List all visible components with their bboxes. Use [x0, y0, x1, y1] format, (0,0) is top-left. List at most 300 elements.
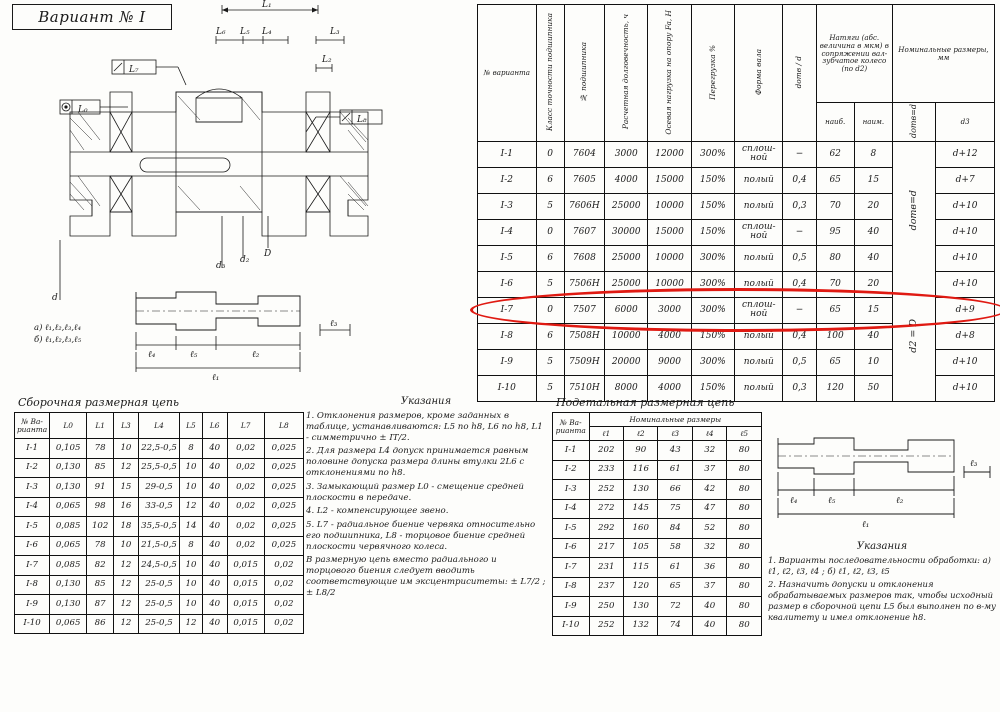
cell-L6: 40: [202, 595, 227, 615]
cell-l1: 250: [589, 597, 623, 617]
cell-natmax: 70: [816, 271, 854, 297]
cell-variant: I-3: [15, 478, 50, 498]
cell-overload: 150%: [691, 167, 734, 193]
table-row: [15, 536, 304, 556]
table-row: [15, 556, 304, 576]
cell-d3: d+10: [936, 219, 995, 245]
cell-L5: 10: [180, 458, 203, 478]
cell-overload: 300%: [691, 349, 734, 375]
cell-l5: 80: [727, 480, 762, 500]
th-det-l4: ℓ4: [692, 427, 726, 441]
cell-l4: 32: [692, 538, 726, 558]
cell-dotv: −: [783, 141, 816, 167]
cell-class: 6: [536, 245, 564, 271]
assembly-drawing: [0, 0, 470, 392]
cell-l2: 145: [624, 499, 658, 519]
cell-natmin: 10: [854, 349, 892, 375]
cell-l5: 80: [727, 538, 762, 558]
cell-L1: 102: [87, 517, 114, 537]
th-asm-L8: L8: [264, 413, 303, 439]
cell-variant: I-9: [478, 349, 537, 375]
cell-L4: 25-0,5: [138, 575, 179, 595]
cell-L7: 0,015: [227, 556, 264, 576]
cell-l2: 160: [624, 519, 658, 539]
dim-label-d: d: [52, 293, 58, 303]
cell-L4: 21,5-0,5: [138, 536, 179, 556]
cell-class: 5: [536, 349, 564, 375]
table-row: [553, 441, 762, 461]
cell-l5: 80: [727, 499, 762, 519]
cell-L8: 0,025: [264, 478, 303, 498]
cell-variant: I-7: [553, 558, 590, 578]
assembly-table-body: [15, 439, 304, 634]
th-asm-L7: L7: [227, 413, 264, 439]
detail-table-body: [553, 441, 762, 636]
cell-natmax: 65: [816, 297, 854, 323]
cell-l1: 252: [589, 480, 623, 500]
cell-natmax: 100: [816, 323, 854, 349]
cell-L5: 8: [180, 536, 203, 556]
th-asm-L4: L4: [138, 413, 179, 439]
cell-L1: 78: [87, 439, 114, 459]
cell-L4: 33-0,5: [138, 497, 179, 517]
cell-axial: 10000: [648, 193, 691, 219]
cell-L7: 0,02: [227, 439, 264, 459]
cell-overload: 150%: [691, 193, 734, 219]
cell-bearing: 7508Н: [564, 323, 604, 349]
cell-bearing: 7510Н: [564, 375, 604, 401]
cell-L1: 85: [87, 458, 114, 478]
cell-L8: 0,025: [264, 439, 303, 459]
note-item: 5. L7 - радиальное биение червяка относительно его подшипника, L8 - торцовое биение средней плоскости червячного колеса.: [306, 519, 536, 552]
drawing-note-b: б) ℓ₁,ℓ₂,ℓ₃,ℓ₅: [34, 335, 82, 345]
cell-l2: 105: [624, 538, 658, 558]
table-row: [553, 519, 762, 539]
cell-L1: 91: [87, 478, 114, 498]
cell-overload: 300%: [691, 245, 734, 271]
cell-l3: 75: [658, 499, 692, 519]
cell-variant: I-2: [478, 167, 537, 193]
cell-L6: 40: [202, 439, 227, 459]
cell-L4: 25-0,5: [138, 614, 179, 634]
note-item: 3. Замыкающий размер L0 - смещение средней плоскости в передаче.: [306, 481, 524, 503]
cell-l5: 80: [727, 616, 762, 636]
cell-l4: 40: [692, 616, 726, 636]
cell-L0: 0,065: [50, 614, 87, 634]
cell-L6: 40: [202, 556, 227, 576]
cell-l1: 252: [589, 616, 623, 636]
cell-L4: 35,5-0,5: [138, 517, 179, 537]
shaft-sketch-svg: [768, 410, 996, 530]
assembly-chain-title: Сборочная размерная цепь: [18, 396, 179, 409]
dim-label-l4: ℓ₄: [148, 350, 156, 360]
cell-L3: 16: [114, 497, 139, 517]
cell-L7: 0,02: [227, 458, 264, 478]
cell-l2: 130: [624, 597, 658, 617]
cell-l2: 120: [624, 577, 658, 597]
cell-overload: 300%: [691, 271, 734, 297]
cell-d3: d+7: [936, 167, 995, 193]
cell-dotv: 0,3: [783, 375, 816, 401]
cell-d3: d+10: [936, 375, 995, 401]
cell-L7: 0,02: [227, 478, 264, 498]
cell-axial: 12000: [648, 141, 691, 167]
assembly-chain-table: [14, 412, 304, 634]
cell-dotv: 0,5: [783, 349, 816, 375]
cell-life: 3000: [605, 141, 648, 167]
dim-label-d2: d₂: [240, 255, 250, 265]
dim-label-l5: ℓ₅: [190, 350, 198, 360]
cell-overload: 300%: [691, 141, 734, 167]
cell-l5: 80: [727, 460, 762, 480]
cell-L8: 0,02: [264, 556, 303, 576]
cell-L0: 0,065: [50, 497, 87, 517]
cell-l4: 32: [692, 441, 726, 461]
cell-variant: I-3: [478, 193, 537, 219]
cell-dotv: −: [783, 219, 816, 245]
cell-form: сплош-ной: [735, 219, 783, 245]
cell-l3: 61: [658, 558, 692, 578]
cell-L5: 8: [180, 439, 203, 459]
dim-label-L1: L₁: [262, 0, 272, 10]
cell-bearing: 7506Н: [564, 271, 604, 297]
table-row: [15, 497, 304, 517]
cell-L6: 40: [202, 478, 227, 498]
cell-l4: 37: [692, 460, 726, 480]
cell-L5: 10: [180, 575, 203, 595]
table-row: [15, 439, 304, 459]
cell-L0: 0,085: [50, 556, 87, 576]
cell-L3: 15: [114, 478, 139, 498]
dim-label-L6: L₆: [216, 27, 226, 37]
note-item: 2. Назначить допуски и отклонения обрабатываемых размеров так, чтобы исходный размер в сборочной цепи L5 был выполнен по в-му квалитету и имел отклонение h8.: [768, 578, 996, 622]
table-row: [15, 575, 304, 595]
table-row: [15, 478, 304, 498]
cell-variant: I-8: [553, 577, 590, 597]
cell-natmin: 8: [854, 141, 892, 167]
cell-dotv: 0,4: [783, 271, 816, 297]
dim-label-l5: ℓ₅: [828, 496, 836, 506]
th-natyag-max: наиб.: [816, 103, 854, 142]
cell-natmax: 80: [816, 245, 854, 271]
note-item: 1. Варианты последовательности обработки: а) ℓ1, ℓ2, ℓ3, ℓ4 ; б) ℓ1, ℓ2, ℓ3, ℓ5: [768, 555, 991, 576]
cell-variant: I-1: [553, 441, 590, 461]
cell-L7: 0,02: [227, 517, 264, 537]
th-class: Класс точности подшипника: [536, 5, 564, 142]
cell-L8: 0,025: [264, 458, 303, 478]
cell-l3: 84: [658, 519, 692, 539]
th-nominal-group: Номинальные размеры, мм: [893, 5, 995, 103]
cell-natmin: 50: [854, 375, 892, 401]
cell-class: 6: [536, 323, 564, 349]
th-det-l2: ℓ2: [624, 427, 658, 441]
cell-L8: 0,02: [264, 614, 303, 634]
cell-form: полый: [735, 271, 783, 297]
table-row: [15, 595, 304, 615]
cell-dotv: 0,5: [783, 245, 816, 271]
cell-L3: 10: [114, 439, 139, 459]
cell-variant: I-9: [553, 597, 590, 617]
th-variant: № варианта: [478, 5, 537, 142]
cell-L7: 0,015: [227, 575, 264, 595]
cell-l2: 116: [624, 460, 658, 480]
cell-form: полый: [735, 245, 783, 271]
cell-natmin: 15: [854, 297, 892, 323]
cell-form: сплош-ной: [735, 297, 783, 323]
cell-axial: 9000: [648, 349, 691, 375]
cell-natmax: 62: [816, 141, 854, 167]
th-asm-L1: L1: [87, 413, 114, 439]
th-det-l5: ℓ5: [727, 427, 762, 441]
cell-l3: 65: [658, 577, 692, 597]
cell-class: 6: [536, 167, 564, 193]
cell-life: 25000: [605, 193, 648, 219]
cell-axial: 10000: [648, 245, 691, 271]
cell-l5: 80: [727, 558, 762, 578]
dim-label-l1: ℓ₁: [212, 373, 220, 383]
main-table-body: [478, 141, 995, 401]
table-row: [553, 616, 762, 636]
cell-axial: 15000: [648, 219, 691, 245]
cell-variant: I-8: [15, 575, 50, 595]
cell-L7: 0,02: [227, 497, 264, 517]
cell-variant: I-3: [553, 480, 590, 500]
cell-life: 20000: [605, 349, 648, 375]
cell-d3: d+8: [936, 323, 995, 349]
dim-label-L0: L₀: [78, 105, 88, 115]
cell-bearing: 7509Н: [564, 349, 604, 375]
cell-natmin: 20: [854, 271, 892, 297]
cell-dotv: 0,3: [783, 193, 816, 219]
cell-overload: 300%: [691, 297, 734, 323]
cell-d3: d+9: [936, 297, 995, 323]
cell-l5: 80: [727, 577, 762, 597]
cell-form: сплош-ной: [735, 141, 783, 167]
table-row: [553, 597, 762, 617]
cell-L0: 0,065: [50, 536, 87, 556]
cell-l3: 72: [658, 597, 692, 617]
cell-variant: I-6: [15, 536, 50, 556]
cell-L4: 22,5-0,5: [138, 439, 179, 459]
dim-label-L7: L₇: [129, 65, 139, 75]
cell-L1: 87: [87, 595, 114, 615]
cell-form: полый: [735, 349, 783, 375]
cell-L3: 12: [114, 575, 139, 595]
dim-label-l1: ℓ₁: [862, 520, 870, 530]
th-shaft-form: Форма вала: [735, 5, 783, 142]
cell-l3: 66: [658, 480, 692, 500]
cell-L3: 12: [114, 458, 139, 478]
cell-L3: 12: [114, 556, 139, 576]
cell-life: 10000: [605, 323, 648, 349]
cell-L5: 10: [180, 595, 203, 615]
cell-class: 0: [536, 219, 564, 245]
cell-axial: 4000: [648, 375, 691, 401]
cell-life: 4000: [605, 167, 648, 193]
table-row: [553, 577, 762, 597]
cell-variant: I-2: [553, 460, 590, 480]
cell-L0: 0,130: [50, 595, 87, 615]
cell-variant: I-10: [15, 614, 50, 634]
main-variant-table: [477, 4, 995, 402]
th-bearing: № подшипника: [564, 5, 604, 142]
cell-L6: 40: [202, 497, 227, 517]
cell-l1: 202: [589, 441, 623, 461]
cell-natmin: 40: [854, 245, 892, 271]
cell-form: полый: [735, 167, 783, 193]
cell-bearing: 7608: [564, 245, 604, 271]
dim-label-l3: ℓ₃: [330, 319, 338, 329]
detail-notes: [768, 540, 996, 625]
cell-l1: 217: [589, 538, 623, 558]
cell-variant: I-10: [553, 616, 590, 636]
dim-label-l4: ℓ₄: [790, 496, 798, 506]
cell-L7: 0,015: [227, 595, 264, 615]
cell-life: 25000: [605, 245, 648, 271]
th-det-l3: ℓ3: [658, 427, 692, 441]
th-nominal-d3: d3: [936, 103, 995, 142]
th-asm-variant: № Ва-рианта: [15, 413, 50, 439]
cell-l3: 61: [658, 460, 692, 480]
cell-d3: d+10: [936, 193, 995, 219]
cell-l2: 130: [624, 480, 658, 500]
cell-l1: 237: [589, 577, 623, 597]
cell-natmin: 40: [854, 219, 892, 245]
cell-variant: I-1: [478, 141, 537, 167]
th-life: Расчетная долговечность, ч: [605, 5, 648, 142]
cell-bearing: 7607: [564, 219, 604, 245]
th-nominal-d2: dотв=d: [893, 103, 936, 142]
main-variant-table-wrap: [477, 4, 995, 393]
cell-variant: I-2: [15, 458, 50, 478]
cell-variant: I-1: [15, 439, 50, 459]
detail-chain-section: [552, 396, 762, 636]
cell-L7: 0,015: [227, 614, 264, 634]
detail-notes-title: Указания: [856, 541, 908, 552]
cell-axial: 10000: [648, 271, 691, 297]
cell-variant: I-4: [553, 499, 590, 519]
cell-l1: 231: [589, 558, 623, 578]
cell-class: 5: [536, 193, 564, 219]
assembly-chain-section: [14, 396, 304, 634]
cell-natmax: 70: [816, 193, 854, 219]
table-row: [553, 499, 762, 519]
cell-variant: I-9: [15, 595, 50, 615]
cell-L5: 14: [180, 517, 203, 537]
cell-natmax: 120: [816, 375, 854, 401]
cell-life: 30000: [605, 219, 648, 245]
cell-l3: 74: [658, 616, 692, 636]
table-row: [15, 517, 304, 537]
cell-variant: I-6: [478, 271, 537, 297]
dim-label-L8: L₈: [357, 115, 367, 125]
cell-l3: 58: [658, 538, 692, 558]
cell-L0: 0,130: [50, 478, 87, 498]
cell-L4: 24,5-0,5: [138, 556, 179, 576]
th-det-l1: ℓ1: [589, 427, 623, 441]
cell-class: 5: [536, 271, 564, 297]
cell-L1: 82: [87, 556, 114, 576]
th-dotv-ratio: dотв / d: [783, 5, 816, 142]
th-asm-L5: L5: [180, 413, 203, 439]
cell-class: 5: [536, 375, 564, 401]
table-row: [478, 141, 995, 167]
cell-L5: 10: [180, 556, 203, 576]
cell-L3: 12: [114, 595, 139, 615]
cell-variant: I-4: [15, 497, 50, 517]
cell-natmax: 65: [816, 167, 854, 193]
cell-life: 6000: [605, 297, 648, 323]
detail-chain-title: Подетальная размерная цепь: [556, 396, 735, 409]
cell-l1: 272: [589, 499, 623, 519]
table-row: [553, 558, 762, 578]
cell-bearing: 7604: [564, 141, 604, 167]
cell-variant: I-10: [478, 375, 537, 401]
table-row: [553, 460, 762, 480]
dim-label-D: D: [264, 249, 272, 259]
cell-l5: 80: [727, 519, 762, 539]
th-natyag-group: Натяги (абс. величина в мкм) в сопряжении вал-зубчатое колесо (по d2): [816, 5, 892, 103]
cell-d3: d+10: [936, 349, 995, 375]
cell-l1: 292: [589, 519, 623, 539]
cell-natmin: 40: [854, 323, 892, 349]
cell-L0: 0,130: [50, 458, 87, 478]
cell-l4: 37: [692, 577, 726, 597]
cell-variant: I-5: [553, 519, 590, 539]
cell-overload: 150%: [691, 323, 734, 349]
cell-L6: 40: [202, 614, 227, 634]
cell-L8: 0,025: [264, 497, 303, 517]
cell-l5: 80: [727, 441, 762, 461]
note-item: В размерную цепь вместо радиального и торцового биения следует вводить соответствующие им эксцентриситеты: ± L7/2 ; ± L8/2: [306, 555, 546, 599]
cell-variant: I-5: [478, 245, 537, 271]
cell-L5: 12: [180, 614, 203, 634]
note-item: 1. Отклонения размеров, кроме заданных в таблице, устанавливаются: L5 по h8, L6 по h8, L1 - симметрично ± IT/2.: [306, 410, 543, 443]
dim-label-d3: d₃: [216, 261, 226, 271]
cell-L1: 86: [87, 614, 114, 634]
drawing-note-a: а) ℓ₁,ℓ₂,ℓ₃,ℓ₄: [34, 323, 81, 333]
table-row: [553, 480, 762, 500]
cell-L6: 40: [202, 517, 227, 537]
cell-variant: I-7: [478, 297, 537, 323]
cell-L0: 0,085: [50, 517, 87, 537]
cell-L4: 29-0,5: [138, 478, 179, 498]
cell-overload: 150%: [691, 375, 734, 401]
cell-natmin: 15: [854, 167, 892, 193]
cell-bearing: 7605: [564, 167, 604, 193]
detail-chain-table: [552, 412, 762, 636]
cell-class: 0: [536, 141, 564, 167]
cell-L8: 0,025: [264, 517, 303, 537]
cell-form: полый: [735, 193, 783, 219]
cell-axial: 15000: [648, 167, 691, 193]
cell-life: 8000: [605, 375, 648, 401]
cell-d3: d+10: [936, 271, 995, 297]
cell-bearing: 7606Н: [564, 193, 604, 219]
cell-variant: I-8: [478, 323, 537, 349]
th-asm-L6: L6: [202, 413, 227, 439]
cell-L6: 40: [202, 575, 227, 595]
cell-d3: d+10: [936, 245, 995, 271]
cell-L5: 12: [180, 497, 203, 517]
cell-life: 25000: [605, 271, 648, 297]
cell-L7: 0,02: [227, 536, 264, 556]
th-asm-L0: L0: [50, 413, 87, 439]
table-row: [15, 458, 304, 478]
cell-form: полый: [735, 375, 783, 401]
cell-axial: 4000: [648, 323, 691, 349]
cell-natmax: 95: [816, 219, 854, 245]
